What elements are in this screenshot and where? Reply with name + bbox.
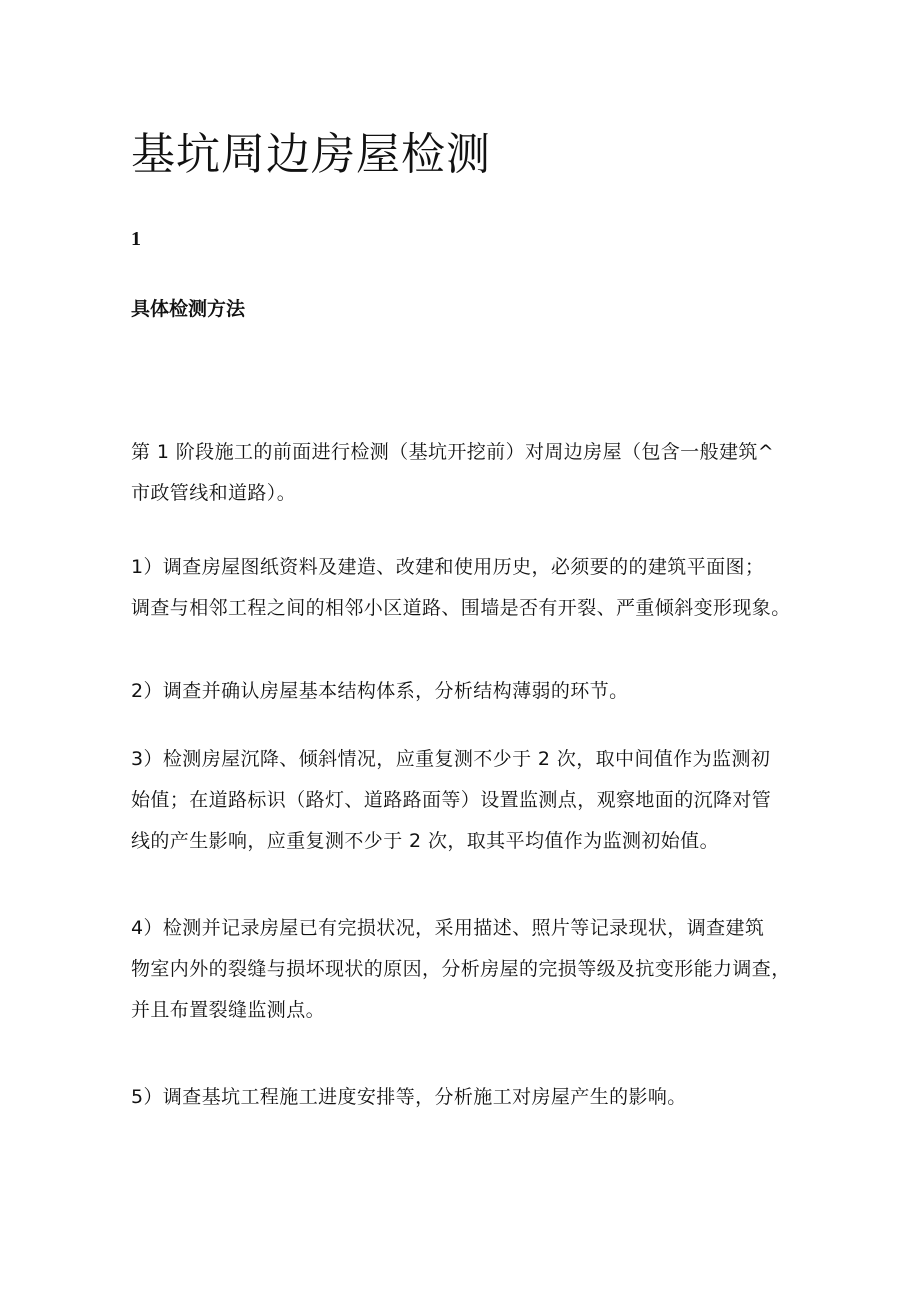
paragraph-line: 线的产生影响，应重复测不少于 2 次，取其平均值作为监测初始值。 — [131, 830, 719, 852]
paragraph-item-3 — [131, 739, 796, 862]
document-title: 基坑周边房屋检测 — [131, 129, 491, 180]
section-heading: 具体检测方法 — [131, 298, 246, 320]
section-number: 1 — [131, 228, 141, 250]
paragraph-line: 3）检测房屋沉降、倾斜情况，应重复测不少于 2 次，取中间值作为监测初 — [131, 748, 771, 770]
paragraph-line: 2）调查并确认房屋基本结构体系，分析结构薄弱的环节。 — [131, 680, 629, 702]
paragraph-line: 4）检测并记录房屋已有完损状况，采用描述、照片等记录现状，调查建筑 — [131, 917, 765, 939]
paragraph-item-1 — [131, 547, 796, 629]
paragraph-line: 并且布置裂缝监测点。 — [131, 999, 326, 1021]
paragraph-line: 第 1 阶段施工的前面进行检测（基坑开挖前）对周边房屋（包含一般建筑^ — [131, 441, 775, 463]
paragraph-item-2 — [131, 671, 796, 712]
paragraph-intro — [131, 432, 796, 514]
paragraph-line: 调查与相邻工程之间的相邻小区道路、围墙是否有开裂、严重倾斜变形现象。 — [131, 597, 791, 619]
paragraph-line: 物室内外的裂缝与损坏现状的原因，分析房屋的完损等级及抗变形能力调查， — [131, 958, 791, 980]
paragraph-item-4 — [131, 908, 796, 1031]
paragraph-line: 市政管线和道路）。 — [131, 482, 297, 504]
paragraph-item-5 — [131, 1077, 796, 1118]
paragraph-line: 5）调查基坑工程施工进度安排等，分析施工对房屋产生的影响。 — [131, 1086, 687, 1108]
paragraph-line: 1）调查房屋图纸资料及建造、改建和使用历史，必须要的的建筑平面图； — [131, 556, 765, 578]
paragraph-line: 始值；在道路标识（路灯、道路路面等）设置监测点，观察地面的沉降对管 — [131, 789, 772, 811]
